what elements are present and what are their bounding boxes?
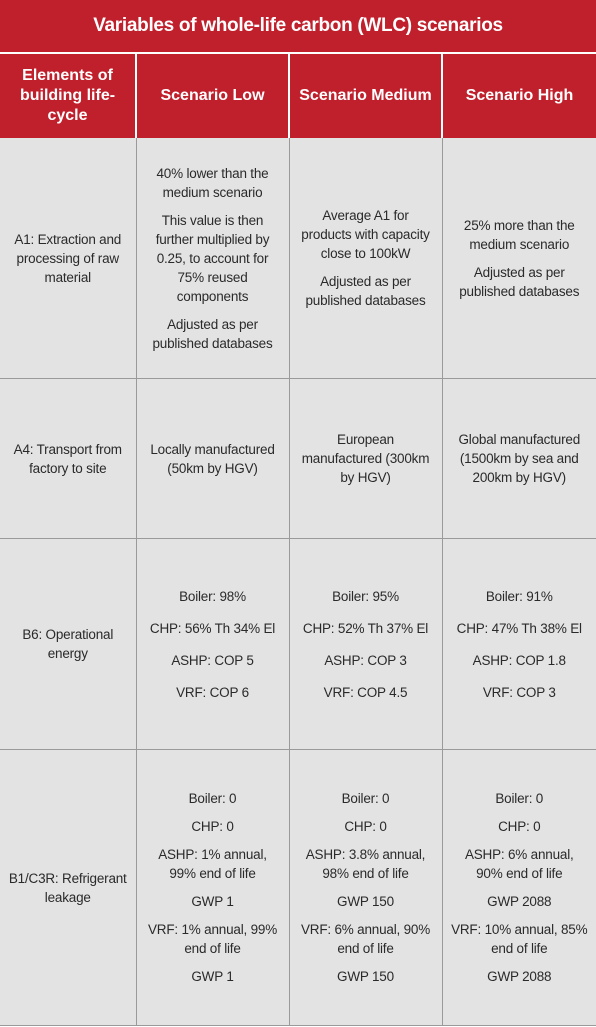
cell-line: European manufactured (300km by HGV) [301,432,430,485]
element-cell: B6: Operational energy [0,539,136,750]
high-cell [442,750,596,1026]
cell-line: ASHP: 3.8% annual, 98% end of life [305,847,426,881]
cell-line: ASHP: COP 1.8 [472,652,566,668]
medium-cell [289,750,442,1026]
cell-line: CHP: 52% Th 37% El [302,620,429,636]
table-row [0,138,596,379]
cell-line: GWP 150 [337,894,394,909]
cell-line: CHP: 0 [498,819,541,834]
medium-cell [289,539,442,750]
table-title: Variables of whole-life carbon (WLC) scenarios [0,0,596,54]
cell-line: 40% lower than the medium scenario [156,165,269,200]
low-cell [136,539,289,750]
cell-line: Boiler: 0 [188,791,237,806]
cell-line: CHP: 47% Th 38% El [456,620,582,636]
cell-line: Adjusted as per published databases [305,274,426,308]
cell-line: Average A1 for products with capacity close to 100kW [301,208,430,261]
cell-line: VRF: COP 4.5 [323,684,408,700]
cell-line: Boiler: 91% [485,588,553,604]
cell-line: VRF: 6% annual, 90% end of life [300,922,431,956]
header-scenario-high: Scenario High [442,54,596,138]
cell-line: ASHP: COP 3 [324,652,407,668]
cell-line: 25% more than the medium scenario [463,217,575,252]
cell-line: CHP: 56% Th 34% El [149,620,276,636]
cell-line: GWP 2088 [487,894,552,909]
header-elements: Elements of building life-cycle [0,54,136,138]
cell-line: Adjusted as per published databases [459,264,580,299]
low-cell [136,138,289,379]
cell-line: GWP 2088 [487,969,552,984]
element-cell: A4: Transport from factory to site [0,379,136,539]
table-row [0,379,596,539]
element-cell: B1/C3R: Refrigerant leakage [0,750,136,1026]
cell-line: VRF: COP 3 [482,684,556,700]
cell-line: VRF: 10% annual, 85% end of life [451,922,588,956]
cell-line: Boiler: 0 [495,791,544,806]
scenarios-table [0,54,596,1026]
cell-line: GWP 150 [337,969,394,984]
header-scenario-medium: Scenario Medium [289,54,442,138]
header-scenario-low: Scenario Low [136,54,289,138]
low-cell [136,750,289,1026]
table-row [0,750,596,1026]
high-cell [442,138,596,379]
medium-cell [289,379,442,539]
element-cell: A1: Extraction and processing of raw material [0,138,136,379]
cell-line: CHP: 0 [191,819,234,834]
cell-line: ASHP: 6% annual, 90% end of life [464,847,574,881]
high-cell [442,539,596,750]
cell-line: Global manufactured (1500km by sea and 200km by HGV) [458,432,581,485]
header-row [0,54,596,138]
cell-line: GWP 1 [191,969,234,984]
cell-line: GWP 1 [191,894,234,909]
cell-line: Locally manufactured (50km by HGV) [150,441,275,476]
medium-cell [289,138,442,379]
high-cell [442,379,596,539]
cell-line: VRF: COP 6 [176,684,249,700]
cell-line: Boiler: 95% [332,588,399,604]
cell-line: ASHP: COP 5 [171,652,254,668]
table-row [0,539,596,750]
cell-line: Boiler: 0 [341,791,390,806]
low-cell [136,379,289,539]
cell-line: This value is then further multiplied by 0.25, to account for 75% reused components [155,212,270,304]
cell-line: ASHP: 1% annual, 99% end of life [158,847,267,881]
cell-line: VRF: 1% annual, 99% end of life [147,922,278,956]
cell-line: CHP: 0 [344,819,387,834]
cell-line: Adjusted as per published databases [152,316,273,351]
cell-line: Boiler: 98% [179,588,246,604]
